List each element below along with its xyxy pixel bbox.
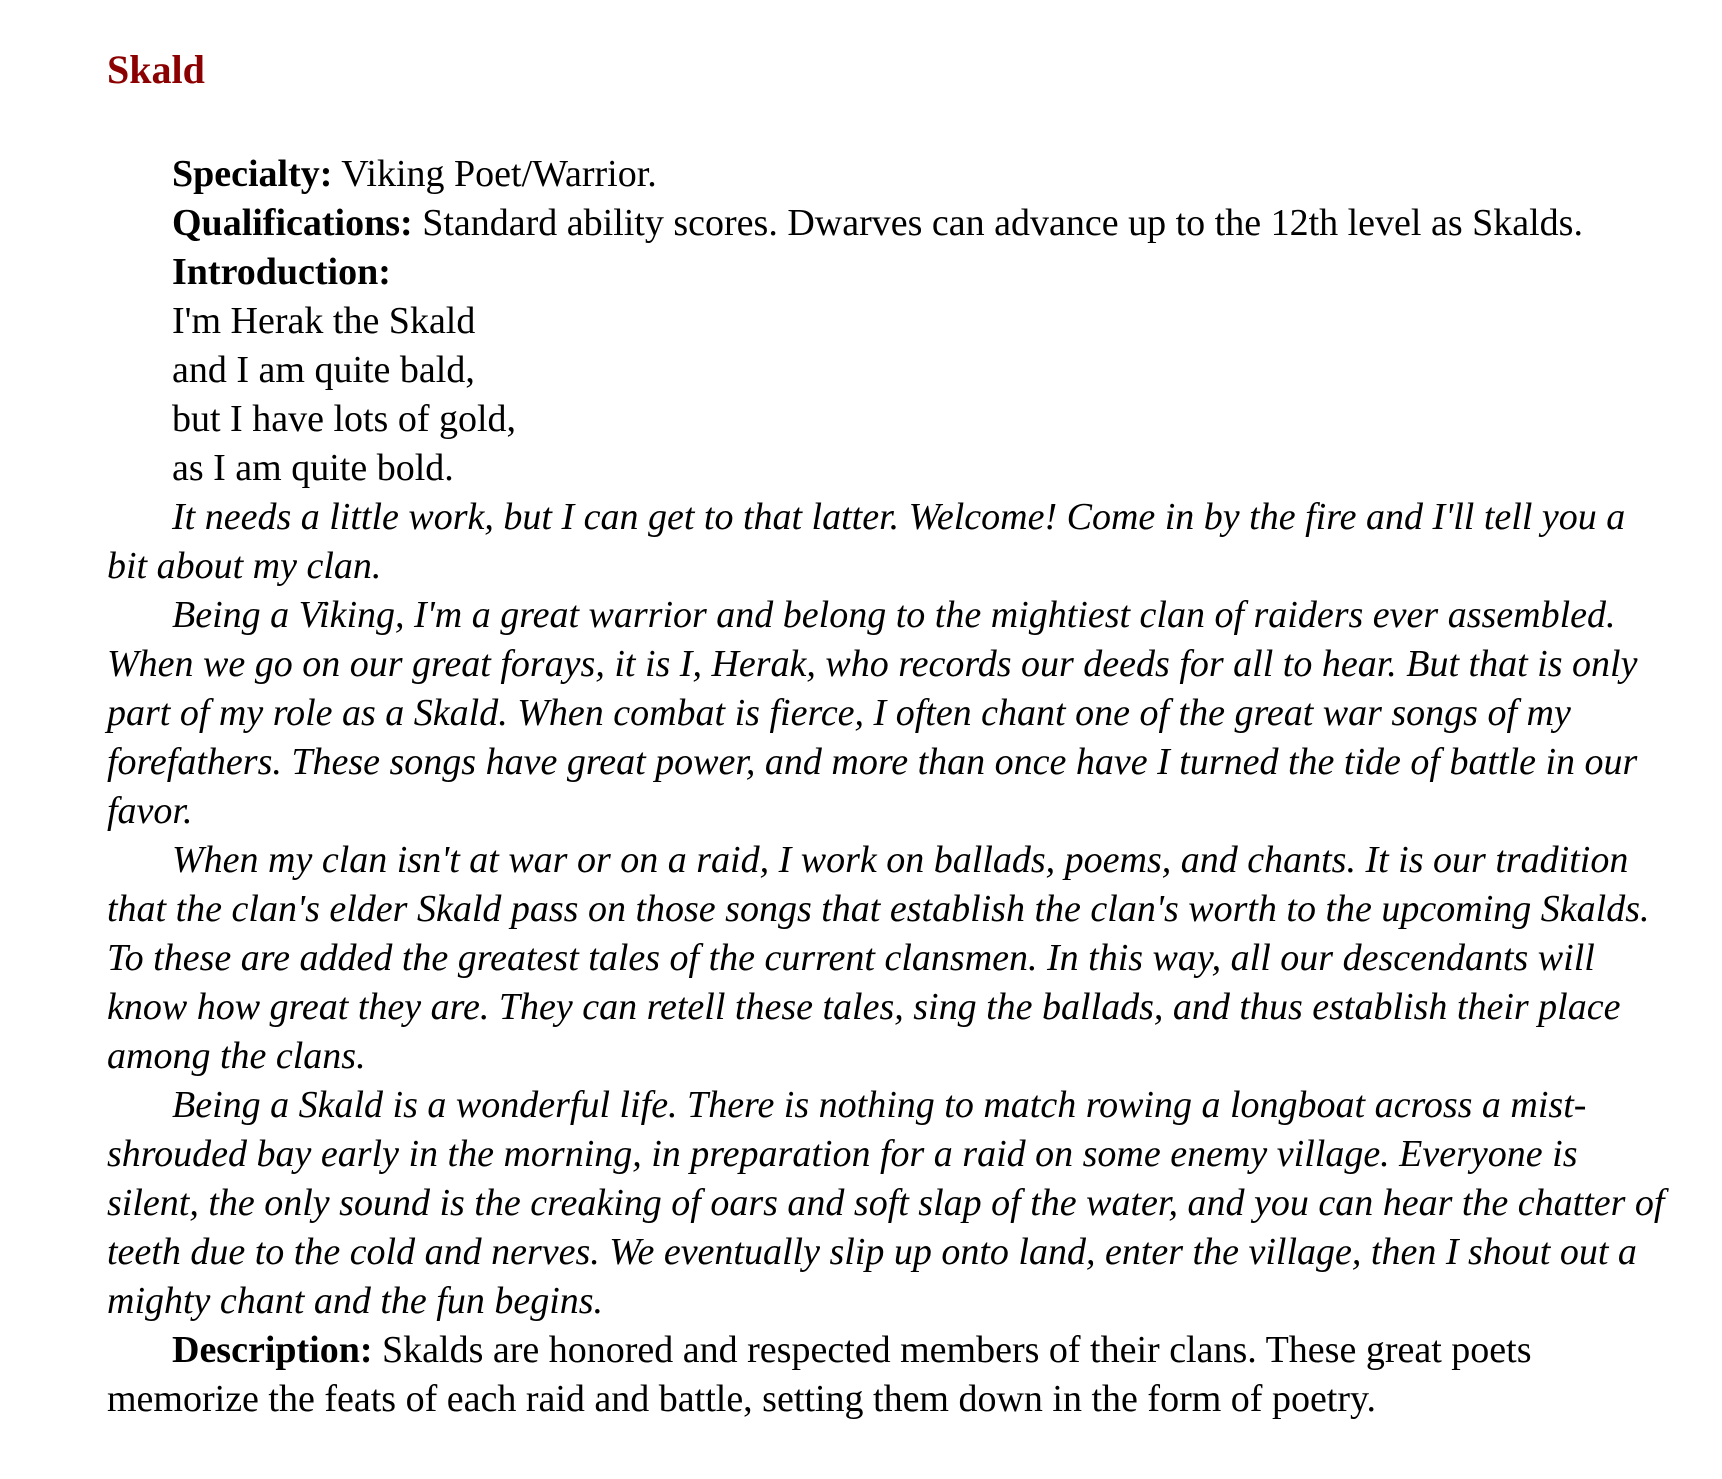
introduction-heading <box>107 248 1667 297</box>
qualifications-text: Standard ability scores. Dwarves can advance up to the 12th level as Skalds. <box>412 202 1583 244</box>
description-text: Skalds are honored and respected members of their clans. These great poets memorize the feats of each raid and battle, setting them down in the form of poetry. <box>107 1329 1532 1420</box>
intro-poem <box>107 297 1667 493</box>
description-label: Description: <box>172 1329 373 1371</box>
intro-paragraph: It needs a little work, but I can get to that latter. Welcome! Come in by the fire and I'll tell you a bit about my clan. <box>107 496 1626 587</box>
poem-line: but I have lots of gold, <box>172 398 517 440</box>
specialty-label: Specialty: <box>172 153 333 195</box>
intro-paragraph: When my clan isn't at war or on a raid, I work on ballads, poems, and chants. It is our tradition that the clan's elder Skald pass on those songs that establish the clan's worth to the upcoming Skalds. To these are added the greatest tales of the current clansmen. In this way, all our descendants will know how great they are. They can retell these tales, sing the ballads, and thus establish their place among the clans. <box>107 839 1650 1077</box>
document-body <box>107 150 1667 1424</box>
introduction-label: Introduction: <box>172 251 391 293</box>
poem-line: as I am quite bold. <box>172 447 454 489</box>
intro-paragraph: Being a Skald is a wonderful life. There is nothing to match rowing a longboat across a mist-shrouded bay early in the morning, in preparation for a raid on some enemy village. Everyone is silent, the only sound is the creaking of oars and soft slap of the water, and you can hear the chatter of teeth due to the cold and nerves. We eventually slip up onto land, enter the village, then I shout out a mighty chant and the fun begins. <box>107 1084 1665 1322</box>
description-paragraph <box>107 1326 1667 1424</box>
poem-line: I'm Herak the Skald <box>172 300 476 342</box>
qualifications-label: Qualifications: <box>172 202 413 244</box>
page-title: Skald <box>107 47 205 92</box>
poem-line: and I am quite bald, <box>172 349 475 391</box>
specialty-paragraph <box>107 150 1667 199</box>
specialty-text: Viking Poet/Warrior. <box>332 153 657 195</box>
qualifications-paragraph <box>107 199 1667 248</box>
intro-paragraph: Being a Viking, I'm a great warrior and belong to the mightiest clan of raiders ever assembled. When we go on our great forays, it is I, Herak, who records our deeds for all to hear. But that is only part of my role as a Skald. When combat is fierce, I often chant one of the great war songs of my forefathers. These songs have great power, and more than once have I turned the tide of battle in our favor. <box>107 594 1638 832</box>
